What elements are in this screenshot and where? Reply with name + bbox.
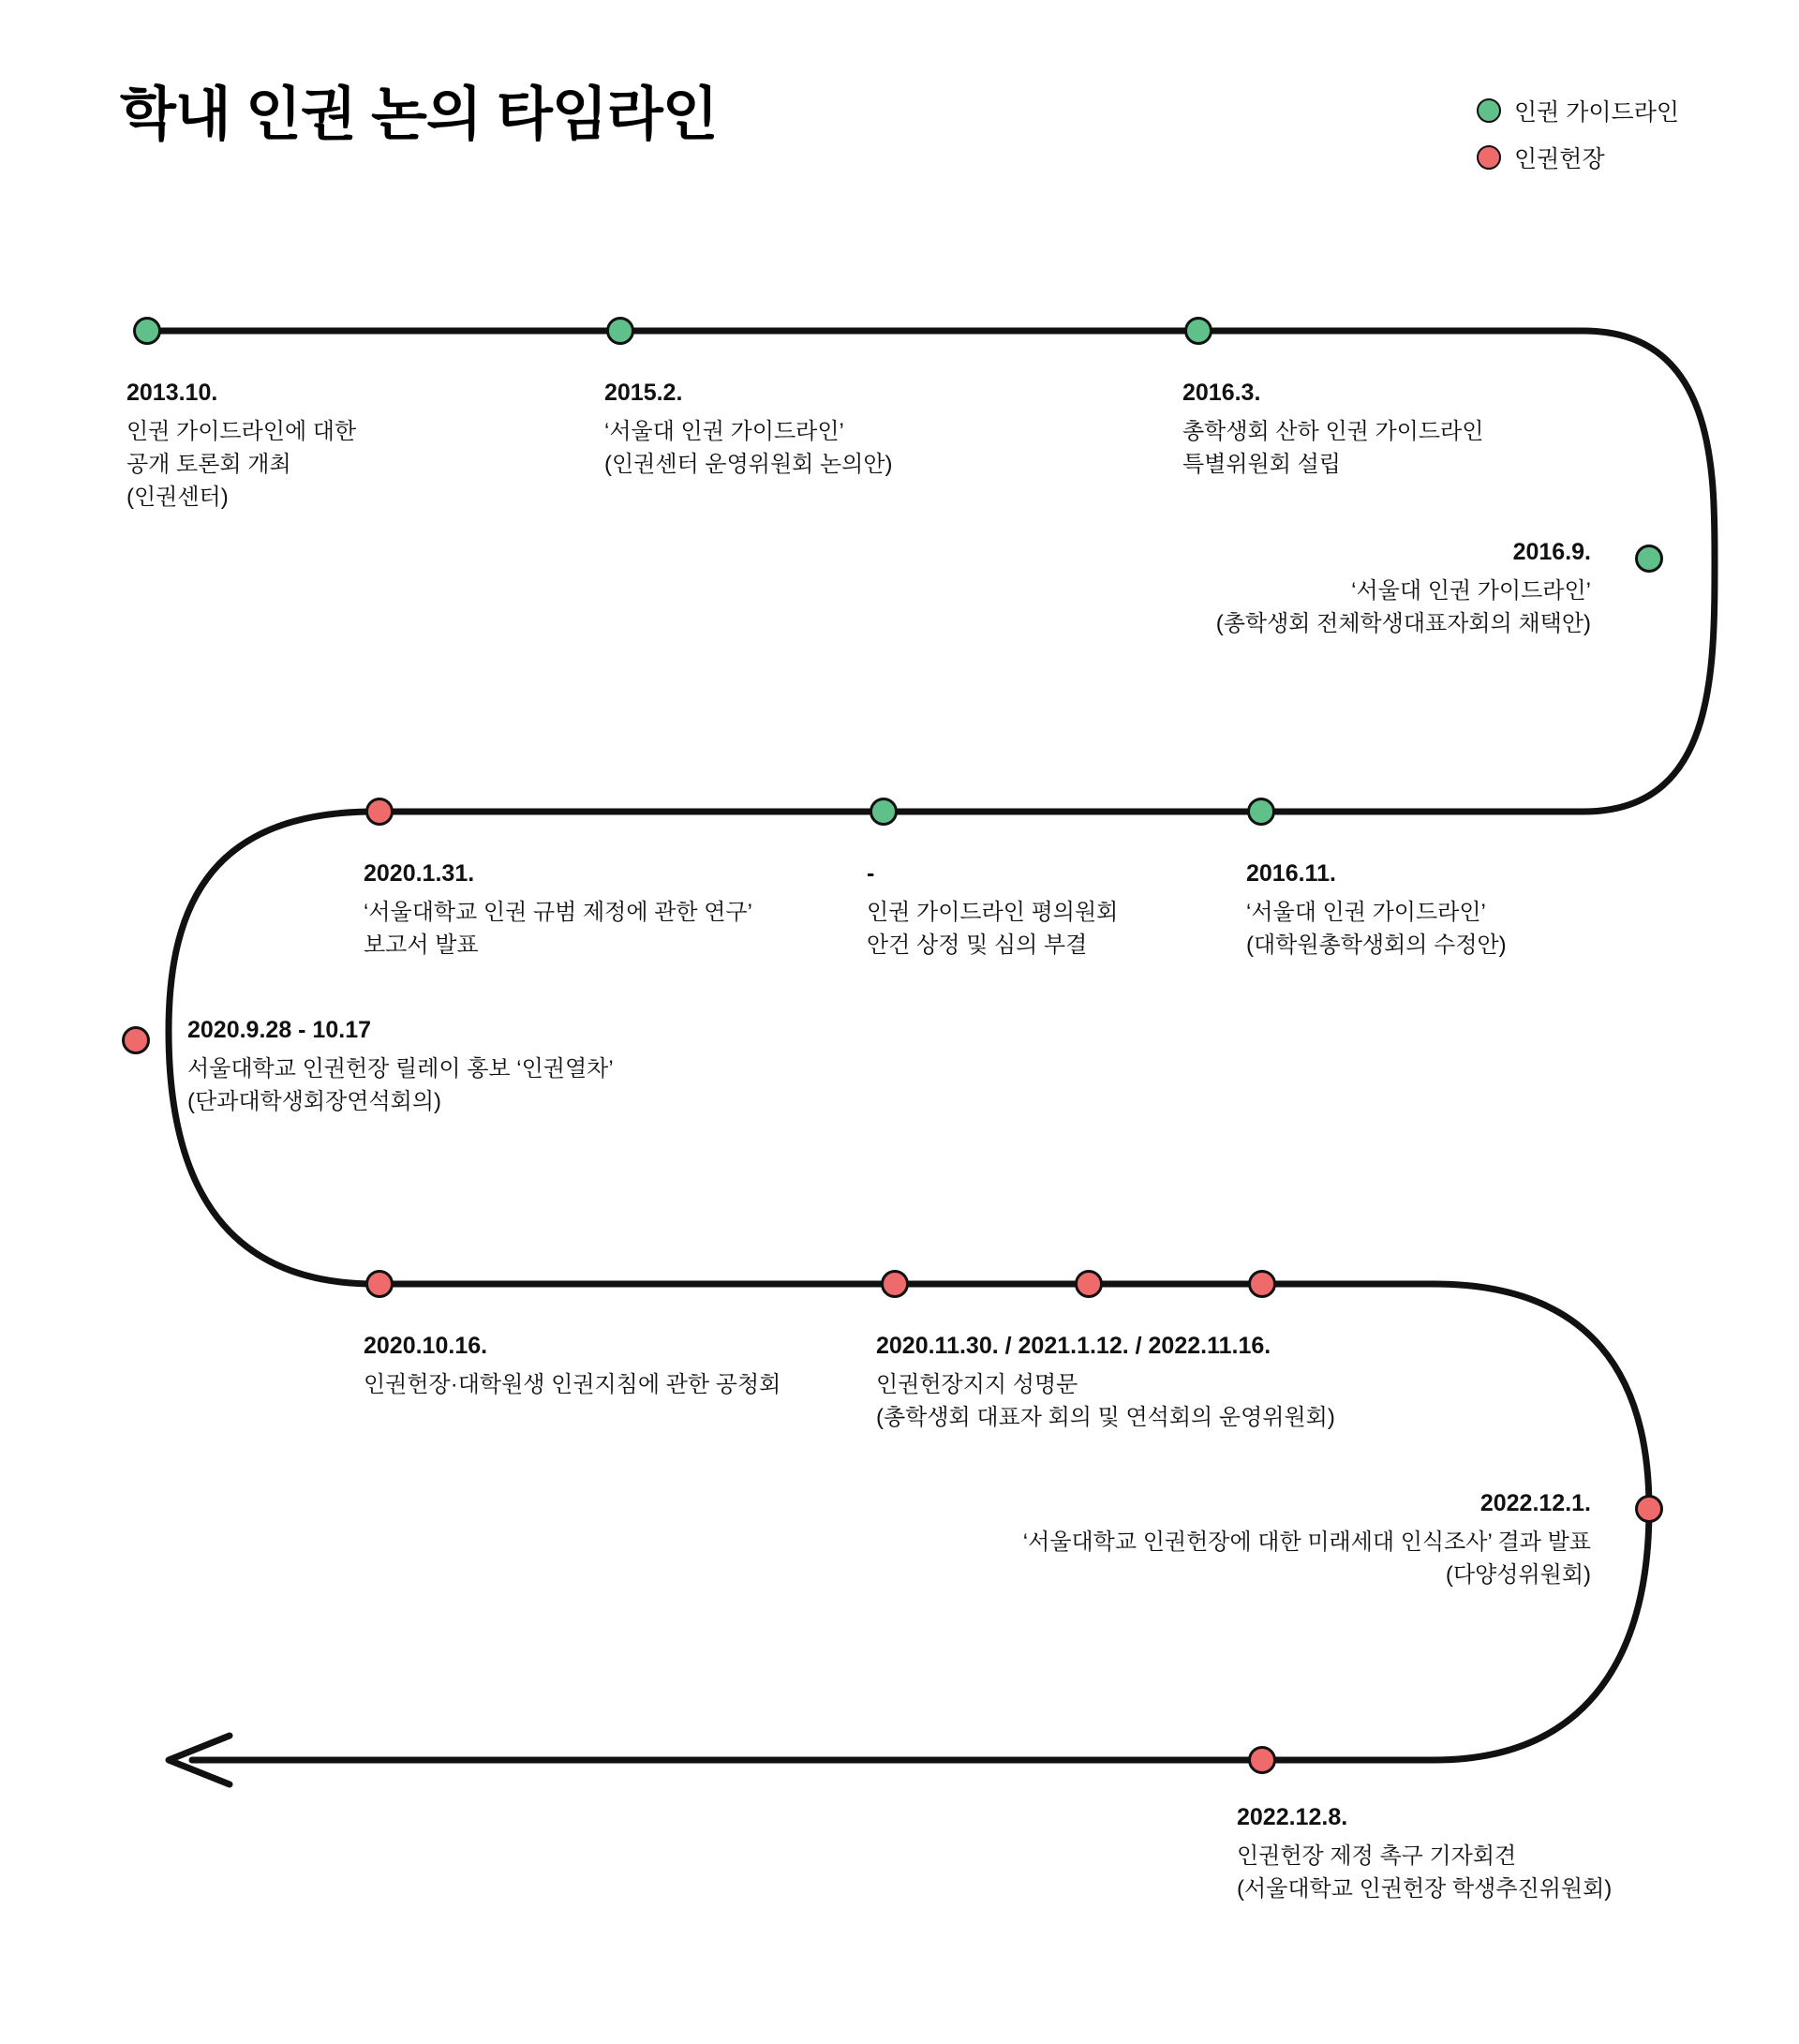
timeline-node-2016-3[interactable] [1184, 317, 1212, 345]
event-date: 2016.11. [1246, 860, 1336, 887]
event-block-2020-1-31 [364, 860, 752, 962]
event-date: 2016.3. [1182, 380, 1261, 406]
event-line: 공개 토론회 개최 [126, 451, 291, 477]
event-line: 인권 가이드라인 평의원회 [867, 900, 1119, 925]
timeline-node-2020-11-30[interactable] [881, 1270, 909, 1298]
event-line: 서울대학교 인권헌장 릴레이 홍보 ‘인권열차’ [187, 1056, 614, 1082]
event-date: 2020.10.16. [364, 1333, 488, 1359]
timeline-node-2020-1-31[interactable] [365, 798, 394, 826]
event-line: (총학생회 대표자 회의 및 연석회의 운영위원회) [876, 1404, 1335, 1430]
event-date: - [867, 860, 875, 887]
event-block-2020-9-28 [187, 1017, 614, 1119]
event-line: (총학생회 전체학생대표자회의 채택안) [1215, 610, 1591, 636]
event-block-2022-12-8 [1237, 1804, 1612, 1906]
timeline-node-2021-1-12[interactable] [1075, 1270, 1103, 1298]
event-line: 안건 상정 및 심의 부결 [867, 932, 1088, 958]
event-date: 2020.1.31. [364, 860, 475, 887]
event-date: 2020.9.28 - 10.17 [187, 1017, 371, 1043]
event-block-2016-3 [1182, 380, 1483, 482]
event-line: ‘서울대학교 인권헌장에 대한 미래세대 인식조사’ 결과 발표 [1022, 1529, 1591, 1555]
page-title: 학내 인권 논의 타임라인 [120, 82, 718, 147]
legend-label-charter: 인권헌장 [1514, 146, 1605, 172]
event-line: (다양성위원회) [1445, 1561, 1591, 1588]
event-line: 특별위원회 설립 [1182, 451, 1341, 477]
event-line: ‘서울대학교 인권 규범 제정에 관한 연구’ [364, 900, 752, 925]
timeline-node-unscheduled[interactable] [870, 798, 898, 826]
event-block-statements [876, 1333, 1335, 1435]
event-block-unscheduled [867, 860, 1118, 962]
event-line: ‘서울대 인권 가이드라인’ [604, 419, 844, 444]
event-block-2016-11 [1246, 860, 1507, 962]
event-line: ‘서울대 인권 가이드라인’ [1246, 900, 1486, 925]
event-line: 인권헌장 제정 촉구 기자회견 [1237, 1843, 1517, 1869]
event-line: 인권헌장지지 성명문 [876, 1372, 1078, 1397]
timeline-node-2015-2[interactable] [606, 317, 634, 345]
event-line: (인권센터 운영위원회 논의안) [604, 451, 893, 477]
timeline-node-2016-11[interactable] [1247, 798, 1275, 826]
event-date: 2022.12.1. [1479, 1490, 1591, 1516]
legend-label-guideline: 인권 가이드라인 [1514, 99, 1679, 126]
event-block-2020-10-16 [364, 1333, 781, 1402]
event-line: ‘서울대 인권 가이드라인’ [1351, 578, 1591, 604]
event-date: 2013.10. [126, 380, 218, 406]
event-block-2022-12-1 [1023, 1490, 1591, 1592]
timeline-node-2022-12-1[interactable] [1635, 1495, 1663, 1523]
event-line: 총학생회 산하 인권 가이드라인 [1182, 419, 1484, 444]
timeline-node-2013-10[interactable] [133, 317, 161, 345]
event-line: 보고서 발표 [364, 932, 479, 958]
event-date: 2015.2. [604, 380, 683, 406]
timeline-node-2020-9-28[interactable] [122, 1026, 150, 1054]
event-line: (대학원총학생회의 수정안) [1246, 932, 1507, 958]
timeline-node-2016-9[interactable] [1635, 545, 1663, 573]
event-line: (인권센터) [126, 484, 229, 510]
event-line: (서울대학교 인권헌장 학생추진위원회) [1237, 1875, 1613, 1902]
event-date: 2022.12.8. [1237, 1804, 1348, 1830]
event-line: (단과대학생회장연석회의) [187, 1088, 442, 1114]
timeline-node-2020-10-16[interactable] [365, 1270, 394, 1298]
event-block-2015-2 [604, 380, 893, 482]
event-date: 2020.11.30. / 2021.1.12. / 2022.11.16. [876, 1333, 1271, 1359]
event-line: 인권 가이드라인에 대한 [126, 419, 357, 444]
timeline-node-2022-12-8[interactable] [1248, 1746, 1276, 1774]
event-line: 인권헌장·대학원생 인권지침에 관한 공청회 [364, 1372, 781, 1397]
event-block-2016-9 [1216, 539, 1591, 641]
event-date: 2016.9. [1512, 539, 1591, 565]
timeline-node-2022-11-16[interactable] [1248, 1270, 1276, 1298]
event-block-2013-10 [126, 380, 356, 514]
